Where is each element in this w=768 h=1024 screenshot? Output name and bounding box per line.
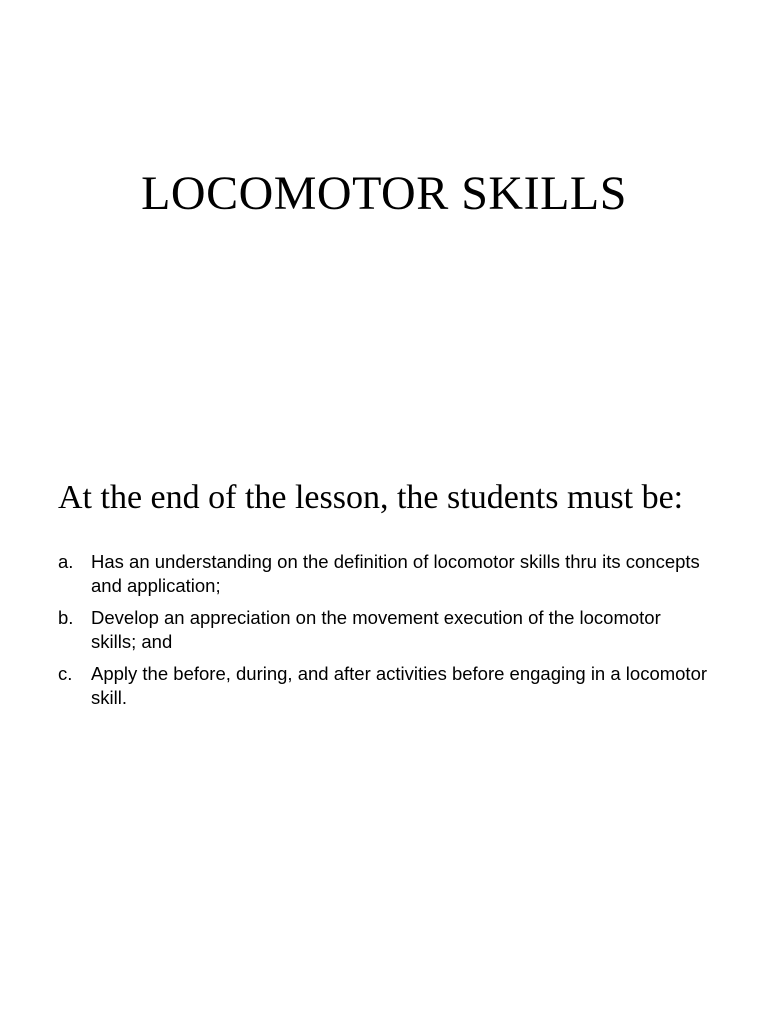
objective-marker: c. — [58, 663, 73, 684]
objective-text: Develop an appreciation on the movement execution of the locomotor skills; and — [91, 607, 661, 652]
slide-title: LOCOMOTOR SKILLS — [141, 167, 627, 220]
objective-marker: a. — [58, 551, 74, 572]
objective-item-c — [58, 662, 708, 710]
objective-item-a — [58, 550, 708, 598]
objective-marker: b. — [58, 607, 74, 628]
objective-item-b — [58, 606, 708, 654]
objective-text: Has an understanding on the definition of locomotor skills thru its concepts and application; — [91, 551, 700, 596]
objectives-lead: At the end of the lesson, the students must be: — [58, 479, 684, 516]
objectives-list — [58, 550, 708, 718]
objective-text: Apply the before, during, and after activities before engaging in a locomotor skill. — [91, 663, 708, 708]
